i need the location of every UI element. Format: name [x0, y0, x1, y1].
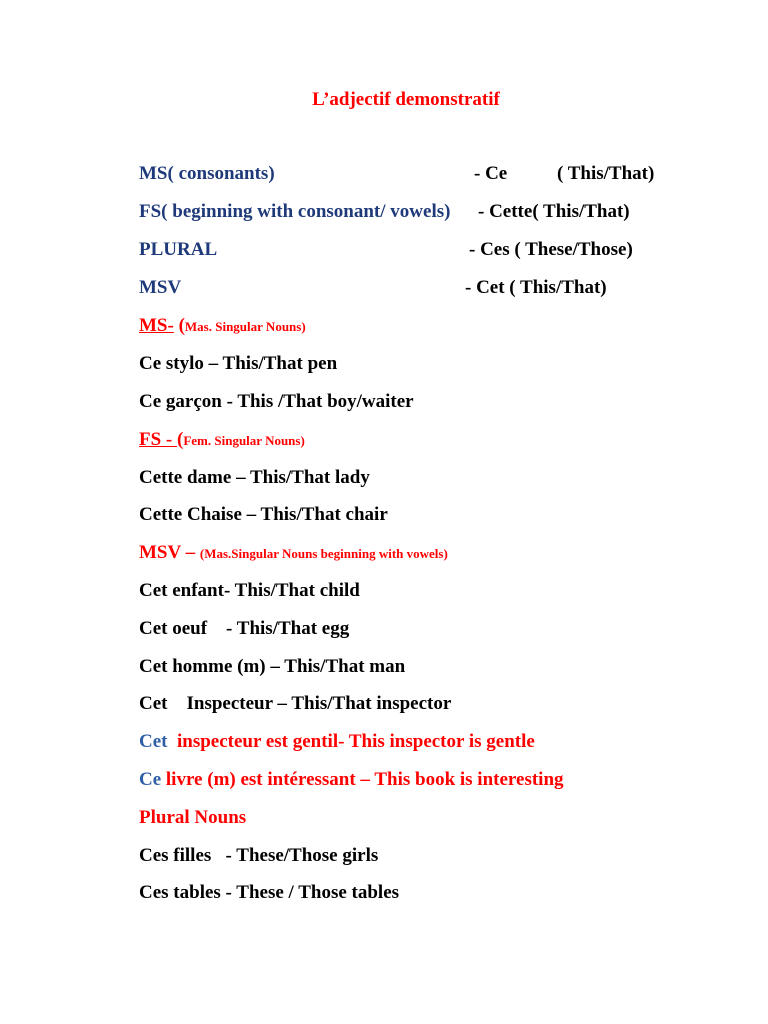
rule-ms-article: - Ce: [474, 163, 508, 184]
fs-example: Cette Chaise – This/That chair: [139, 504, 388, 525]
sentence-article: Ce: [139, 769, 162, 790]
rule-plural-article: - Ces ( These/Those): [469, 239, 633, 260]
plural-example: Ces filles - These/Those girls: [139, 845, 379, 866]
plural-heading: Plural Nouns: [139, 807, 247, 828]
plural-example: Ces tables - These / Those tables: [139, 882, 400, 903]
fs-section-note: Fem. Singular Nouns): [183, 433, 305, 448]
msv-section-heading: [139, 541, 448, 566]
sentence-text: livre (m) est intéressant – This book is interesting: [161, 769, 564, 790]
fs-example: Cette dame – This/That lady: [139, 467, 370, 488]
rule-ms-meaning: ( This/That): [557, 163, 655, 184]
ms-section-paren: (: [173, 315, 185, 336]
msv-example: Cet homme (m) – This/That man: [139, 656, 406, 677]
rule-fs-label: FS( beginning with consonant/ vowels): [139, 201, 451, 222]
fs-section-heading: [139, 428, 305, 453]
rule-msv-article: - Cet ( This/That): [465, 277, 607, 298]
msv-example: Cet oeuf - This/That egg: [139, 618, 350, 639]
ms-section-note: Mas. Singular Nouns): [184, 319, 306, 334]
ms-section-heading: [139, 314, 306, 339]
ms-example: Ce garçon - This /That boy/waiter: [139, 391, 414, 412]
rule-plural-label: PLURAL: [139, 239, 218, 260]
rule-msv-label: MSV: [139, 277, 182, 298]
msv-section-label: MSV –: [139, 542, 200, 563]
example-sentence: [139, 768, 564, 792]
msv-example: Cet enfant- This/That child: [139, 580, 360, 601]
document-title: L’adjectif demonstratif: [312, 89, 500, 110]
rule-ms-label: MS( consonants): [139, 163, 275, 184]
sentence-article: Cet: [139, 731, 168, 752]
msv-example: Cet Inspecteur – This/That inspector: [139, 693, 452, 714]
example-sentence: [139, 730, 535, 754]
ms-example: Ce stylo – This/That pen: [139, 353, 338, 374]
msv-section-note: (Mas.Singular Nouns beginning with vowels): [199, 546, 448, 561]
ms-section-label: MS-: [139, 315, 174, 336]
rule-fs-article: - Cette( This/That): [478, 201, 630, 222]
fs-section-paren: (: [177, 429, 184, 450]
fs-section-label: FS -: [139, 429, 177, 450]
sentence-text: inspecteur est gentil- This inspector is gentle: [167, 731, 535, 752]
